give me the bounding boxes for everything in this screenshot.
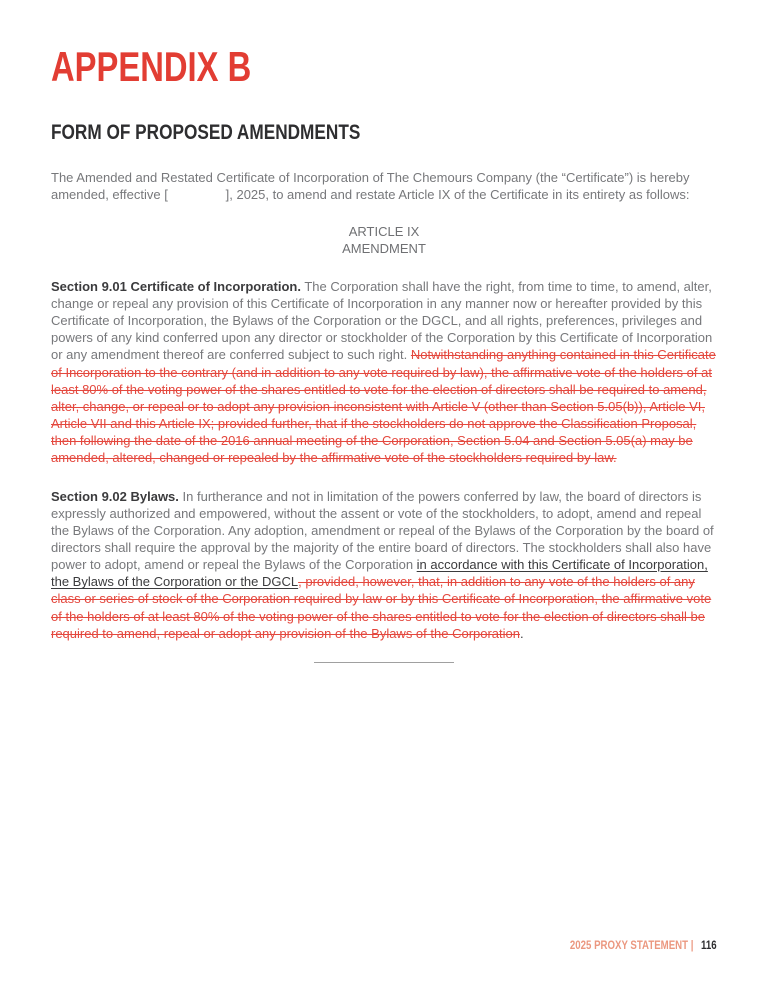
section-9-01-paragraph xyxy=(51,278,717,467)
section-9-02-paragraph xyxy=(51,488,717,642)
section-9-01-lead: Section 9.01 Certificate of Incorporation. xyxy=(51,278,301,294)
section-9-02-body-text: In furtherance and not in limitation of the powers conferred by law, the board of directors is expressly authorized and empowered, without the assent or vote of the stockholders, to adopt, amend and repeal the Bylaws of the Corporation. Any adoption, amendment or repeal of the Bylaws of the Corporation by the board of directors shall require the approval by the majority of the entire board of directors. The stockholders shall also have power to adopt, amend or repeal the Bylaws of the Corporation xyxy=(51,488,714,573)
section-divider xyxy=(314,662,454,663)
page-footer xyxy=(570,940,717,952)
appendix-title: APPENDIX B xyxy=(51,43,252,90)
section-9-02-lead: Section 9.02 Bylaws. xyxy=(51,488,179,504)
article-title: AMENDMENT xyxy=(342,240,426,256)
footer-proxy-statement-label: 2025 PROXY STATEMENT | xyxy=(570,940,694,952)
article-number: ARTICLE IX xyxy=(348,224,420,240)
section-9-01-body-text: The Corporation shall have the right, from time to time, to amend, alter, change or repeal any provision of this Certificate of Incorporation in any manner now or hereafter provided by this Certificate of Incorporation, the Bylaws of the Corporation or the DGCL, and all rights, preferences, privileges and powers of any kind conferred upon any director or stockholder of the Corporation by this Certificate of Incorporation or any amendment thereof are conferred subject to such right. xyxy=(51,278,713,363)
form-of-proposed-amendments-heading: FORM OF PROPOSED AMENDMENTS xyxy=(51,121,361,144)
intro-paragraph: The Amended and Restated Certificate of Incorporation of The Chemours Company (the “Certificate”) is hereby amended, effective [ ], 2025, to amend and restate Article IX of the Certificate in its entirety as follows: xyxy=(51,170,690,203)
footer-page-number: 116 xyxy=(701,940,717,952)
section-9-02-inserted-text: in accordance with this Certificate of Incorporation, the Bylaws of the Corporation or the DGCL xyxy=(51,557,708,590)
article-heading xyxy=(51,224,717,257)
section-9-01-deleted-text: Notwithstanding anything contained in this Certificate of Incorporation to the contrary (and in addition to any vote required by law), the affirmative vote of the holders of at least 80% of the voting power of the shares entitled to vote for the election of directors shall be required to amend, alter, change, or repeal or to adopt any provision inconsistent with Article V (other than Section 5.05(b)), Article VI, Article VII and this Article IX; provided further, that if the stockholders do not approve the Classification Proposal, then following the date of the 2016 annual meeting of the Corporation, Section 5.04 and Section 5.05(a) may be amended, altered, changed or repealed by the affirmative vote of the stockholders required by law. xyxy=(51,347,716,466)
section-9-02-closing-period: . xyxy=(520,625,524,641)
section-9-02-deleted-text: , provided, however, that, in addition to any vote of the holders of any class or series of stock of the Corporation required by law or by this Certificate of Incorporation, the affirmative vote of the holders of at least 80% of the voting power of the shares entitled to vote for the election of directors shall be required to amend, repeal or adopt any provision of the Bylaws of the Corporation xyxy=(51,574,712,641)
